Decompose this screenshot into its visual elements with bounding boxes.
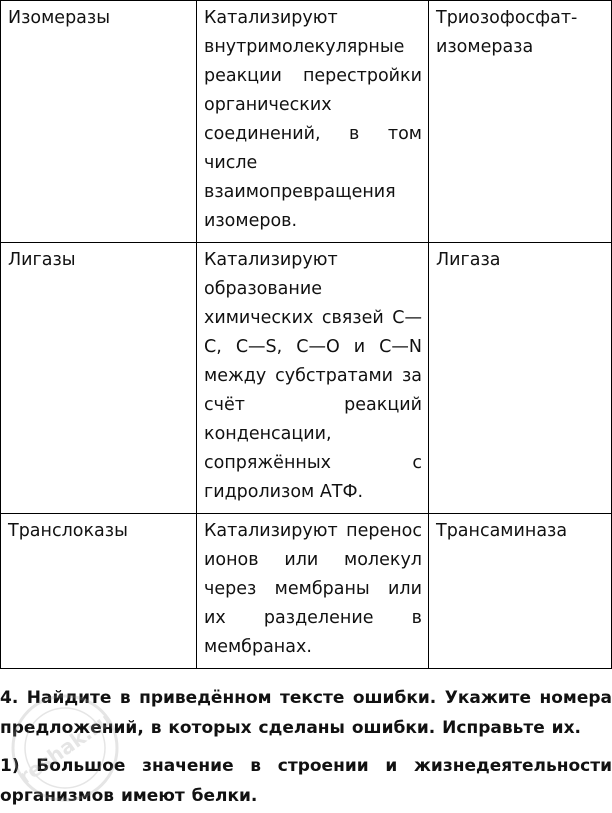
function-cell: Катализируют внутримолекулярные реакции перестройки органических соединений, в том числе взаимопревращения изомеров. bbox=[197, 1, 429, 243]
function-cell: Катализируют перенос ионов или молекул через мембраны или их разделение в мембранах. bbox=[197, 514, 429, 669]
table-row bbox=[1, 243, 612, 514]
enzyme-class-cell: Транслоказы bbox=[1, 514, 197, 669]
example-cell: Лигаза bbox=[429, 243, 612, 514]
example-cell: Трансаминаза bbox=[429, 514, 612, 669]
function-cell: Катализируют образование химических связей C—C, C—S, C—O и C—N между субстратами за счёт реакций конденсации, сопряжённых с гидролизом АТФ. bbox=[197, 243, 429, 514]
table-row bbox=[1, 1, 612, 243]
watermark-text: reshak.ru bbox=[13, 707, 117, 789]
task-block bbox=[0, 683, 612, 811]
task-heading: 4. Найдите в приведённом тексте ошибки. Укажите номера предложений, в которых сделаны ошибки. Исправьте их. bbox=[0, 688, 612, 738]
task-sentence-1: 1) Большое значение в строении и жизнедеятельности организмов имеют белки. bbox=[0, 756, 612, 806]
example-cell: Триозофосфат-изомераза bbox=[429, 1, 612, 243]
table-row bbox=[1, 514, 612, 669]
enzyme-class-cell: Лигазы bbox=[1, 243, 197, 514]
enzyme-class-cell: Изомеразы bbox=[1, 1, 197, 243]
